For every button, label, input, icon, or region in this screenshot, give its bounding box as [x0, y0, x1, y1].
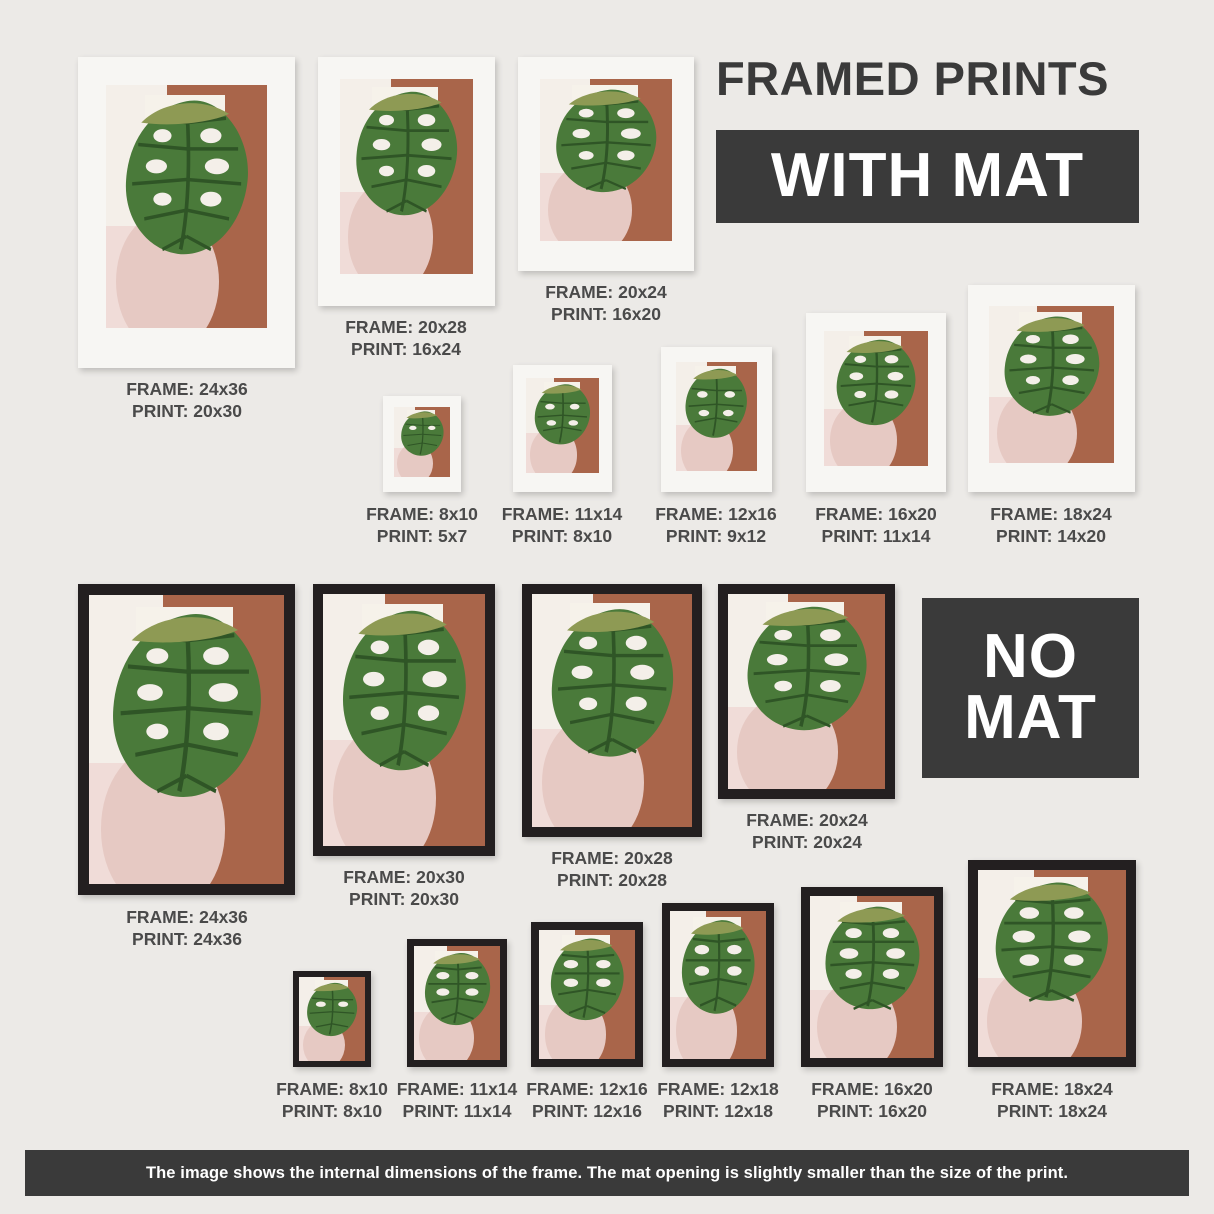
- print-size-label: PRINT: 16x24: [351, 339, 461, 360]
- caption-with-mat-8x10: [346, 503, 498, 548]
- framed-print-with-mat-18x24[interactable]: [968, 285, 1135, 492]
- frame-size-label: FRAME: 12x16: [655, 504, 777, 524]
- framed-print-no-mat-20x30[interactable]: [313, 584, 495, 856]
- frame-size-label: FRAME: 20x28: [551, 848, 673, 868]
- artwork: [989, 306, 1114, 463]
- caption-with-mat-12x16: [640, 503, 792, 548]
- artwork: [526, 378, 599, 473]
- caption-with-mat-11x14: [486, 503, 638, 548]
- monstera-leaf-icon: [528, 381, 597, 449]
- frame-size-label: FRAME: 20x30: [343, 867, 465, 887]
- framed-print-no-mat-16x20[interactable]: [801, 887, 943, 1067]
- footer-note-text: The image shows the internal dimensions of the frame. The mat opening is slightly smaller than the size of the print.: [145, 1163, 1069, 1182]
- caption-with-mat-24x36: [91, 378, 283, 423]
- print-size-label: PRINT: 18x24: [997, 1101, 1107, 1122]
- monstera-leaf-icon: [328, 602, 480, 783]
- frame-size-label: FRAME: 20x24: [545, 282, 667, 302]
- print-size-label: PRINT: 20x28: [557, 870, 667, 891]
- print-size-label: PRINT: 11x14: [402, 1101, 512, 1122]
- framed-print-no-mat-12x18[interactable]: [662, 903, 774, 1067]
- artwork: [323, 594, 485, 846]
- framed-print-with-mat-12x16[interactable]: [661, 347, 772, 492]
- frame-size-label: FRAME: 8x10: [276, 1079, 388, 1099]
- print-size-label: PRINT: 20x30: [349, 889, 459, 910]
- caption-no-mat-20x30: [308, 866, 500, 911]
- framed-print-no-mat-11x14[interactable]: [407, 939, 507, 1067]
- monstera-leaf-icon: [301, 980, 363, 1040]
- framed-print-with-mat-24x36[interactable]: [78, 57, 295, 368]
- caption-no-mat-20x24: [711, 809, 903, 854]
- artwork: [539, 930, 635, 1059]
- caption-no-mat-18x24: [976, 1078, 1128, 1123]
- monstera-leaf-icon: [544, 84, 668, 201]
- print-size-label: PRINT: 14x20: [996, 526, 1106, 547]
- monstera-leaf-icon: [95, 604, 278, 812]
- frame-size-label: FRAME: 18x24: [990, 504, 1112, 524]
- monstera-leaf-icon: [982, 876, 1121, 1011]
- monstera-leaf-icon: [537, 601, 687, 769]
- artwork: [89, 595, 284, 884]
- monstera-leaf-icon: [344, 85, 469, 225]
- artwork: [824, 331, 928, 466]
- monstera-leaf-icon: [673, 915, 763, 1022]
- framed-print-no-mat-8x10[interactable]: [293, 971, 371, 1067]
- no-mat-banner-label-1: NO: [983, 622, 1078, 692]
- frame-size-label: FRAME: 20x24: [746, 810, 868, 830]
- caption-with-mat-16x20: [800, 503, 952, 548]
- print-size-label: PRINT: 20x24: [752, 832, 862, 853]
- artwork: [414, 946, 500, 1060]
- artwork: [810, 896, 934, 1058]
- print-size-label: PRINT: 16x20: [817, 1101, 927, 1122]
- artwork: [106, 85, 267, 328]
- print-size-label: PRINT: 12x16: [532, 1101, 642, 1122]
- monstera-leaf-icon: [542, 934, 632, 1027]
- page-title: FRAMED PRINTS: [716, 52, 1109, 105]
- caption-with-mat-20x28: [310, 316, 502, 361]
- caption-no-mat-20x28: [516, 847, 708, 892]
- framed-print-with-mat-20x24[interactable]: [518, 57, 694, 271]
- framed-print-with-mat-8x10[interactable]: [383, 396, 461, 492]
- framed-print-with-mat-20x28[interactable]: [318, 57, 495, 306]
- monstera-leaf-icon: [733, 600, 881, 740]
- framed-print-no-mat-20x28[interactable]: [522, 584, 702, 837]
- framed-print-with-mat-16x20[interactable]: [806, 313, 946, 492]
- monstera-leaf-icon: [814, 901, 931, 1018]
- framed-print-no-mat-12x16[interactable]: [531, 922, 643, 1067]
- frame-size-label: FRAME: 12x16: [526, 1079, 648, 1099]
- with-mat-banner: [716, 130, 1139, 223]
- frame-size-label: FRAME: 20x28: [345, 317, 467, 337]
- print-size-label: PRINT: 16x20: [551, 304, 661, 325]
- print-size-label: PRINT: 11x14: [821, 526, 931, 547]
- monstera-leaf-icon: [678, 365, 754, 443]
- framed-print-no-mat-24x36[interactable]: [78, 584, 295, 895]
- caption-with-mat-18x24: [975, 503, 1127, 548]
- caption-with-mat-20x24: [510, 281, 702, 326]
- caption-no-mat-12x16: [511, 1078, 663, 1123]
- monstera-leaf-icon: [827, 335, 925, 432]
- frame-size-label: FRAME: 8x10: [366, 504, 478, 524]
- no-mat-banner: [922, 598, 1139, 778]
- frame-size-label: FRAME: 18x24: [991, 1079, 1113, 1099]
- print-size-label: PRINT: 5x7: [376, 526, 468, 547]
- caption-no-mat-12x18: [642, 1078, 794, 1123]
- artwork: [532, 594, 692, 827]
- frame-size-label: FRAME: 24x36: [126, 379, 248, 399]
- print-size-label: PRINT: 12x18: [663, 1101, 773, 1122]
- artwork: [676, 362, 757, 471]
- print-size-label: PRINT: 20x30: [132, 401, 242, 422]
- frame-size-label: FRAME: 16x20: [811, 1079, 933, 1099]
- framed-print-with-mat-11x14[interactable]: [513, 365, 612, 492]
- framed-print-no-mat-18x24[interactable]: [968, 860, 1136, 1067]
- caption-no-mat-24x36: [91, 906, 283, 951]
- artwork: [299, 977, 365, 1061]
- monstera-leaf-icon: [993, 311, 1111, 424]
- artwork: [978, 870, 1126, 1057]
- frame-size-label: FRAME: 11x14: [501, 504, 623, 524]
- no-mat-banner-label-2: MAT: [964, 683, 1097, 752]
- print-size-label: PRINT: 8x10: [281, 1101, 383, 1122]
- monstera-leaf-icon: [396, 409, 449, 459]
- print-size-label: PRINT: 9x12: [665, 526, 767, 547]
- frame-size-label: FRAME: 24x36: [126, 907, 248, 927]
- caption-no-mat-16x20: [796, 1078, 948, 1123]
- print-size-label: PRINT: 8x10: [511, 526, 613, 547]
- frame-size-label: FRAME: 16x20: [815, 504, 937, 524]
- framed-print-no-mat-20x24[interactable]: [718, 584, 895, 799]
- frame-size-label: FRAME: 12x18: [657, 1079, 779, 1099]
- print-size-label: PRINT: 24x36: [132, 929, 242, 950]
- artwork: [728, 594, 885, 789]
- artwork: [340, 79, 473, 274]
- footer-note-bar: [25, 1150, 1189, 1196]
- monstera-leaf-icon: [417, 949, 498, 1031]
- artwork: [540, 79, 672, 241]
- artwork: [670, 911, 766, 1059]
- with-mat-banner-label: WITH MAT: [770, 141, 1085, 211]
- monstera-leaf-icon: [111, 92, 262, 267]
- frame-size-label: FRAME: 11x14: [396, 1079, 518, 1099]
- artwork: [394, 407, 450, 477]
